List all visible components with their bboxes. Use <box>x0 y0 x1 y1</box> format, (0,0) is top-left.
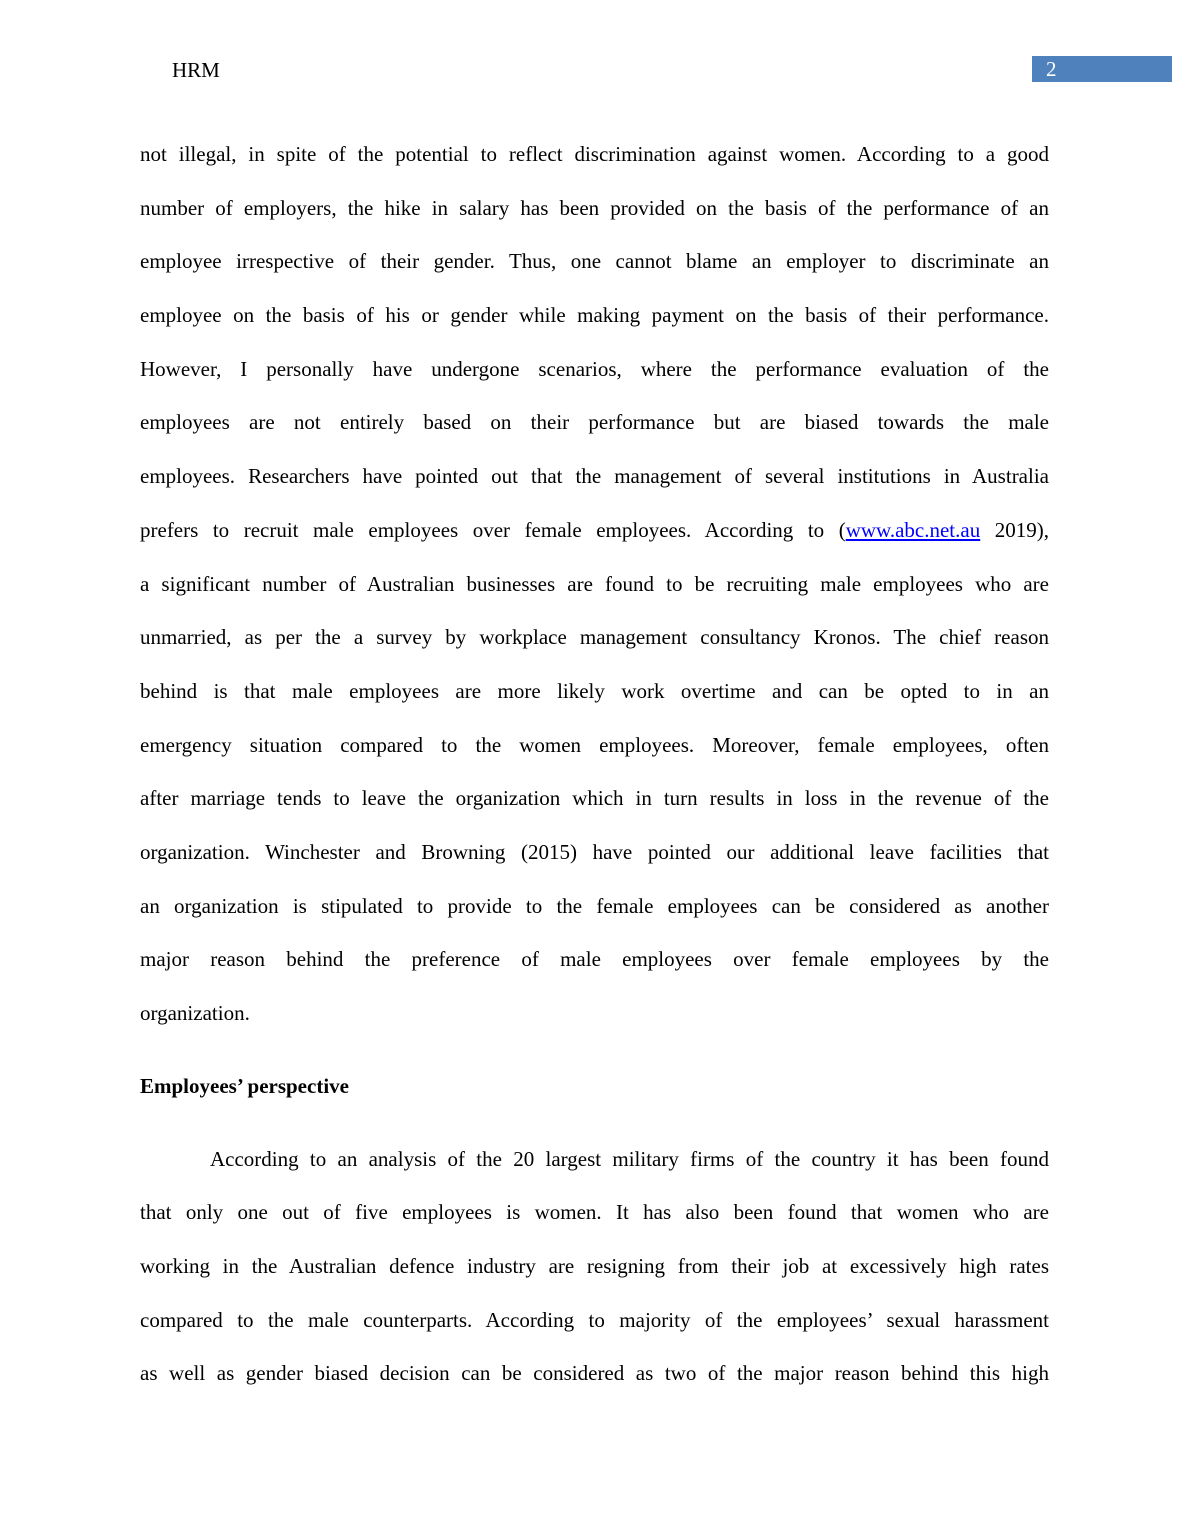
text-line: employee irrespective of their gender. Thus, one cannot blame an employer to discriminate an <box>140 249 1049 274</box>
text-line: an organization is stipulated to provide to the female employees can be considered as another <box>140 893 1049 918</box>
text-line: employees are not entirely based on their performance but are biased towards the male <box>140 410 1049 435</box>
text-line: organization. <box>140 1001 250 1025</box>
text-line: number of employers, the hike in salary has been provided on the basis of the performance of an <box>140 195 1049 220</box>
document-body <box>140 140 1049 1413</box>
text-line: working in the Australian defence industry are resigning from their job at excessively high rates <box>140 1254 1049 1279</box>
text-line: that only one out of five employees is women. It has also been found that women who are <box>140 1200 1049 1225</box>
text-line: However, I personally have undergone scenarios, where the performance evaluation of the <box>140 356 1049 381</box>
section-heading: Employees’ perspective <box>140 1073 349 1098</box>
text-line: organization. Winchester and Browning (2015) have pointed our additional leave facilities that <box>140 839 1049 864</box>
page-number: 2 <box>1046 57 1057 81</box>
text-line: after marriage tends to leave the organization which in turn results in loss in the revenue of the <box>140 786 1049 811</box>
text-span: 2019), <box>980 517 1049 542</box>
page-number-box <box>1032 56 1172 82</box>
text-line: not illegal, in spite of the potential to reflect discrimination against women. According to a good <box>140 142 1049 166</box>
text-line: as well as gender biased decision can be considered as two of the major reason behind this high <box>140 1361 1049 1386</box>
text-line: behind is that male employees are more likely work overtime and can be opted to in an <box>140 678 1049 703</box>
text-line: employees. Researchers have pointed out that the management of several institutions in Australia <box>140 464 1049 489</box>
text-span: prefers to recruit male employees over female employees. According to ( <box>140 517 846 542</box>
paragraph-1 <box>140 140 1049 1053</box>
paragraph-2 <box>140 1145 1049 1413</box>
text-line: major reason behind the preference of male employees over female employees by the <box>140 947 1049 972</box>
text-line: employee on the basis of his or gender while making payment on the basis of their performance. <box>140 303 1049 328</box>
citation-link[interactable]: www.abc.net.au <box>845 517 981 542</box>
text-line: According to an analysis of the 20 largest military firms of the country it has been found <box>210 1146 1049 1171</box>
text-line: a significant number of Australian businesses are found to be recruiting male employees who are <box>140 571 1049 596</box>
text-line: unmarried, as per the a survey by workplace management consultancy Kronos. The chief reason <box>140 625 1049 650</box>
text-line: compared to the male counterparts. According to majority of the employees’ sexual harassment <box>140 1307 1049 1332</box>
text-line: emergency situation compared to the women employees. Moreover, female employees, often <box>140 732 1049 757</box>
text-line-with-link <box>140 516 1049 570</box>
header-title: HRM <box>172 58 220 82</box>
